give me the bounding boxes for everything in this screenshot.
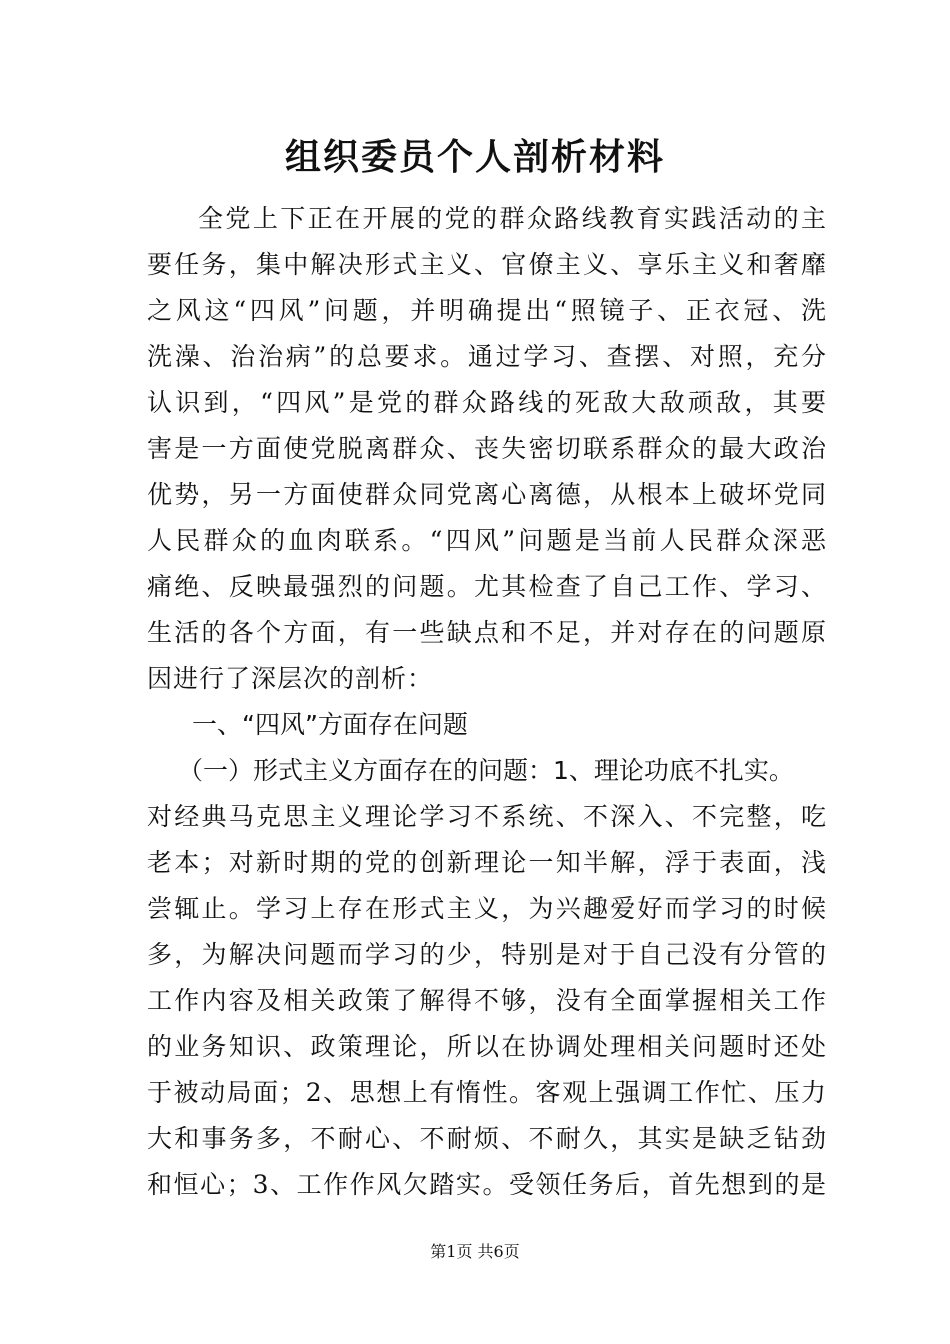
text-line: 和恒心；3、工作作风欠踏实。受领任务后，首先想到的是	[147, 1170, 827, 1199]
text-line: 尝辄止。学习上存在形式主义，为兴趣爱好而学习的时候	[147, 894, 827, 923]
text-line: 洗澡、治治病”的总要求。通过学习、查摆、对照，充分	[147, 342, 827, 371]
text-line: 害是一方面使党脱离群众、丧失密切联系群众的最大政治	[147, 434, 827, 463]
text-line: 人民群众的血肉联系。“四风”问题是当前人民群众深恶	[147, 526, 827, 555]
text-line: 多，为解决问题而学习的少，特别是对于自己没有分管的	[147, 940, 827, 969]
document-title: 组织委员个人剖析材料	[284, 136, 665, 178]
text-line: 痛绝、反映最强烈的问题。尤其检查了自己工作、学习、	[147, 572, 827, 601]
text-line: 对经典马克思主义理论学习不系统、不深入、不完整，吃	[147, 802, 827, 831]
text-line: 要任务，集中解决形式主义、官僚主义、享乐主义和奢靡	[147, 250, 827, 279]
section-heading: 一、“四风”方面存在问题	[192, 710, 468, 739]
text-line: 的业务知识、政策理论，所以在协调处理相关问题时还处	[147, 1032, 827, 1061]
text-line: 优势，另一方面使群众同党离心离德，从根本上破坏党同	[147, 480, 827, 509]
text-line: 老本；对新时期的党的创新理论一知半解，浮于表面，浅	[147, 848, 827, 877]
subsection-heading: （一）形式主义方面存在的问题：1、理论功底不扎实。	[178, 756, 794, 785]
text-line: 认识到，“四风”是党的群众路线的死敌大敌顽敌，其要	[147, 388, 827, 417]
text-line: 生活的各个方面，有一些缺点和不足，并对存在的问题原	[147, 618, 827, 647]
text-line: 之风这“四风”问题，并明确提出“照镜子、正衣冠、洗	[147, 296, 827, 325]
text-line: 全党上下正在开展的党的群众路线教育实践活动的主	[198, 204, 827, 233]
text-line: 大和事务多，不耐心、不耐烦、不耐久，其实是缺乏钻劲	[147, 1124, 827, 1153]
page-number: 第1页 共6页	[430, 1242, 520, 1261]
text-line: 于被动局面；2、思想上有惰性。客观上强调工作忙、压力	[147, 1078, 827, 1107]
text-line: 因进行了深层次的剖析：	[147, 664, 434, 693]
text-line: 工作内容及相关政策了解得不够，没有全面掌握相关工作	[147, 986, 827, 1015]
